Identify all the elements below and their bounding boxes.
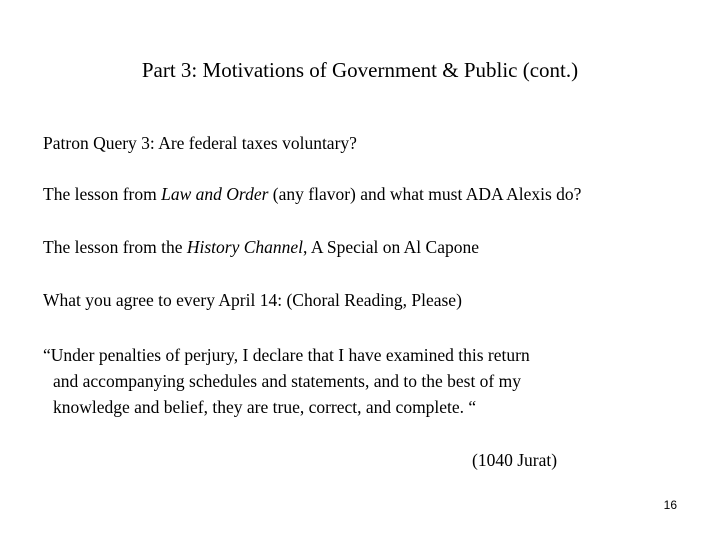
text-segment: Patron Query 3: Are federal taxes voluntary? [43, 133, 357, 153]
bullet-law-and-order [43, 183, 581, 205]
text-segment: What you agree to every April 14: (Choral Reading, Please) [43, 290, 462, 310]
page-number: 16 [663, 498, 677, 512]
quote-attribution: (1040 Jurat) [472, 450, 558, 470]
quote-line: and accompanying schedules and statements, and to the best of my [53, 371, 521, 391]
slide-title: Part 3: Motivations of Government & Public (cont.) [141, 58, 579, 82]
jurat-quote [43, 342, 530, 420]
channel-name-history-channel: History Channel [186, 237, 304, 257]
text-segment: The lesson from [43, 184, 162, 204]
quote-line: “Under penalties of perjury, I declare that I have examined this return [43, 345, 530, 365]
text-segment: (any flavor) and what must ADA Alexis do? [268, 184, 582, 204]
bullet-patron-query [43, 132, 357, 154]
bullet-april-14 [43, 289, 462, 311]
text-segment: , A Special on Al Capone [303, 237, 480, 257]
quote-line: knowledge and belief, they are true, correct, and complete. “ [53, 397, 477, 417]
text-segment: The lesson from the [43, 237, 187, 257]
show-title-law-and-order: Law and Order [161, 184, 269, 204]
bullet-history-channel [43, 236, 479, 258]
